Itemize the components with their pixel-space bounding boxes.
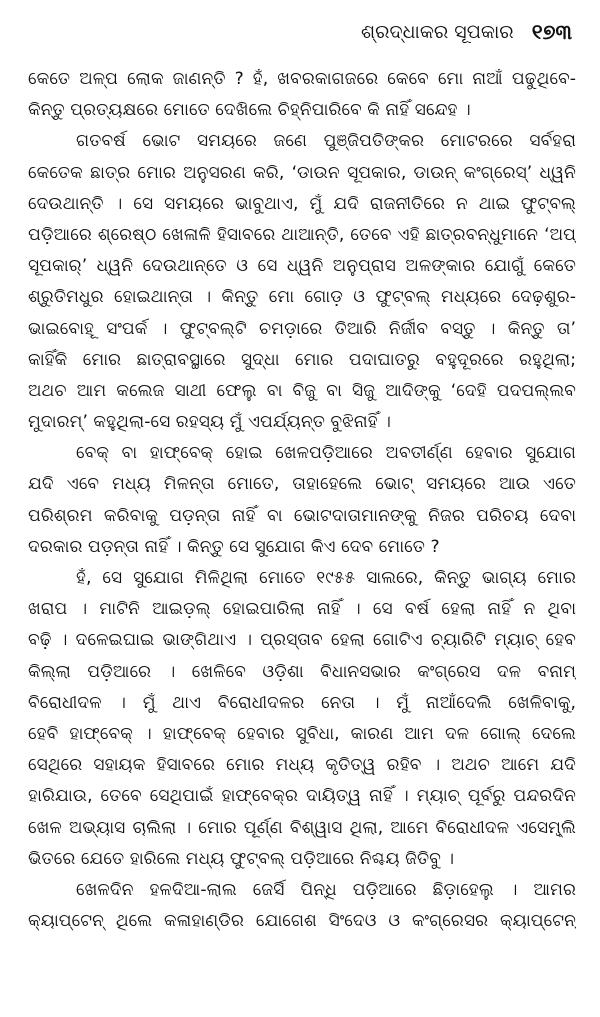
text-line: ହେବି ହାଫ୍‌ବେକ୍ । ହାଫ୍‌ବେକ୍ ହେବାର ସୁବିଧା, କାରଣ ଆମ ଦଳ ଗୋଲ୍ ଦେଲେ [28,723,576,744]
paragraph [28,126,576,438]
text-line: ଖେଳଦିନ ହଳଦିଆ-ଲାଲ ଜେର୍ସି ପିନ୍ଧି ପଡ଼ିଆରେ ଛିଡ଼ାହେଲୁ । ଆମର [76,879,576,900]
text-line: କିନ୍ତୁ ପ୍ରତ୍ୟକ୍ଷରେ ମୋତେ ଦେଖିଲେ ଚିହ୍ନିପାରିବେ କି ନାହିଁ ସନ୍ଦେହ । [28,100,471,121]
text-line: ଖେଳ ଅଭ୍ୟାସ ଚାଲିଲା । ମୋର ପୂର୍ଣ୍ଣ ବିଶ୍ୱାସ ଥିଲା, ଆମେ ବିରୋଧୀଦଳ ଏସେମ୍ବ୍ଲି [28,817,576,838]
running-header [361,14,572,50]
body-text [28,64,576,937]
text-line: ହାରିଯାଉ, ତେବେ ସେଥିପାଇଁ ହାଫ୍‌ବେକ୍‌ର ଦାୟିତ୍ୱ ନାହିଁ । ମ୍ୟାଚ୍ ପୂର୍ବରୁ ପନ୍ଦରଦିନ [28,786,576,807]
text-line: ପଡ଼ିଆରେ ଶ୍ରେଷ୍ଠ ଖେଳାଳି ହିସାବରେ ଥାଆନ୍ତି, ତେବେ ଏହି ଛାତ୍ରବନ୍ଧୁମାନେ ‘ଅପ୍ [28,224,576,245]
text-line: କେତେକ ଛାତ୍ର ମୋର ଅନୁସରଣ କରି, ‘ଡାଉନ ସୂପକାର, ଡାଉନ୍ କଂଗ୍ରେସ୍’ ଧ୍ୱନି [28,162,576,183]
text-line: ବିରୋଧୀଦଳ । ମୁଁ ଥାଏ ବିରୋଧୀଦଳର ନେତା । ମୁଁ ନାଆଁଦେଲି ଖେଳିବାକୁ, [28,692,576,713]
text-line: ଶ୍ରୁତିମଧୁର ହୋଇଥାନ୍ତା । କିନ୍ତୁ ମୋ ଗୋଡ଼ ଓ ଫୁଟ୍‌ବଲ୍ ମଧ୍ୟରେ ଦେଢ଼ଶୁର- [28,287,576,308]
page-number: ୧୭୩ [531,19,572,44]
paragraph [28,563,576,875]
text-line: ବେକ୍ ବା ହାଫ୍‌ବେକ୍ ହୋଇ ଖେଳପଡ଼ିଆରେ ଅବତୀର୍ଣ୍ଣ ହେବାର ସୁଯୋଗ [76,443,576,464]
text-line: ଅଥଚ ଆମ କଲେଜ ସାଥୀ ଫେଲୁ ବା ବିଜୁ ବା ସିଜୁ ଆଦିଙ୍କୁ ‘ଦେହି ପଦପଲ୍ଲବ [28,380,576,401]
text-line: ସୂପକାର୍’ ଧ୍ୱନି ଦେଉଥାନ୍ତେ ଓ ସେ ଧ୍ୱନି ଅନୁପ୍ରାସ ଅଳଙ୍କାର ଯୋଗୁଁ କେତେ [28,256,576,277]
paragraph [28,875,576,937]
text-line: ଯଦି ଏବେ ମଧ୍ୟ ମିଳନ୍ତା ମୋତେ, ତାହାହେଲେ ଭୋଟ୍ ସମୟରେ ଆଉ ଏତେ [28,474,576,495]
text-line: କ୍ୟାପ୍‌ଟେନ୍ ଥିଲେ କଳାହାଣ୍ଡିର ଯୋଗେଶ ସିଂଦେଓ ଓ କଂଗ୍ରେସର କ୍ୟାପ୍‌ଟେନ୍ [28,911,576,932]
running-title: ଶ୍ରଦ୍ଧାକର ସୂପକାର [361,21,514,43]
paragraph [28,438,576,563]
text-line: ଭାଇବୋହୂ ସଂପର୍କ । ଫୁଟ୍‌ବଲ୍‌ଟି ଚମଡ଼ାରେ ତିଆରି ନିର୍ଜୀବ ବସ୍ତୁ । କିନ୍ତୁ ତା’ [28,318,576,339]
text-line: କେତେ ଅଳ୍ପ ଲୋକ ଜାଣନ୍ତି ? ହଁ, ଖବରକାଗଜରେ କେବେ ମୋ ନାଆଁ ପଢୁଥିବେ- [28,69,576,89]
text-line: ଭିତରେ ଯେତେ ହାରିଲେ ମଧ୍ୟ ଫୁଟ୍‌ବଲ୍ ପଡ଼ିଆରେ ନିଶ୍ଚୟ ଜିତିବୁ । [28,848,455,869]
text-line: ସେଥିରେ ସହାୟକ ହିସାବରେ ମୋର ମଧ୍ୟ କୃତିତ୍ୱ ରହିବ । ଅଥଚ ଆମେ ଯଦି [28,755,576,776]
text-line: ଦରକାର ପଡ଼ନ୍ତା ନାହିଁ । କିନ୍ତୁ ସେ ସୁଯୋଗ କିଏ ଦେବ ମୋତେ ? [28,536,440,557]
text-line: ବଢ଼ି । ଦଳେଇଘାଇ ଭାଙ୍ଗିଥାଏ । ପ୍ରସ୍ତାବ ହେଲା ଗୋଟିଏ ଚ୍ୟାରିଟି ମ୍ୟାଚ୍ ହେବ [28,630,576,651]
text-line: ପରିଶ୍ରମ କରିବାକୁ ପଡ଼ନ୍ତା ନାହିଁ ବା ଭୋଟଦାତାମାନଙ୍କୁ ନିଜର ପରିଚୟ ଦେବା [28,505,576,526]
paragraph [28,64,576,126]
text-line: ଗତବର୍ଷ ଭୋଟ ସମୟରେ ଜଣେ ପୁଞ୍ଜିପତିଙ୍କର ମୋଟରରେ ସର୍ବହରା [76,131,576,152]
text-line: ମୁଦାରମ୍’ କହୁଥିଲା-ସେ ରହସ୍ୟ ମୁଁ ଏପର୍ଯ୍ୟନ୍ତ ବୁଝିନାହିଁ । [28,412,391,433]
text-line: କାହିଁକି ମୋର ଛାତ୍ରାବସ୍ଥାରେ ସୁଦ୍ଧା ମୋର ପଦାଘାତରୁ ବହୁଦୂରରେ ରହୁଥିଲା; [28,349,576,370]
text-line: ହଁ, ସେ ସୁଯୋଗ ମିଳିଥିଲା ମୋତେ ୧୯୫୫ ସାଲରେ, କିନ୍ତୁ ଭାଗ୍ୟ ମୋର [76,568,576,588]
text-line: ଖରାପ । ମାଟିନି ଆଇଡ଼ଲ୍ ହୋଇପାରିଲା ନାହିଁ । ସେ ବର୍ଷ ହେଲା ନାହିଁ ନ ଥିବା [28,599,576,620]
text-line: କିଲ୍ଲା ପଡ଼ିଆରେ । ଖେଳିବେ ଓଡ଼ିଶା ବିଧାନସଭାର କଂଗ୍ରେସ ଦଳ ବନାମ୍ [28,661,576,682]
text-line: ଦେଉଥାନ୍ତି । ସେ ସମୟରେ ଭାବୁଥାଏ, ମୁଁ ଯଦି ରାଜନୀତିରେ ନ ଥାଇ ଫୁଟ୍‌ବଲ୍ [28,193,576,214]
